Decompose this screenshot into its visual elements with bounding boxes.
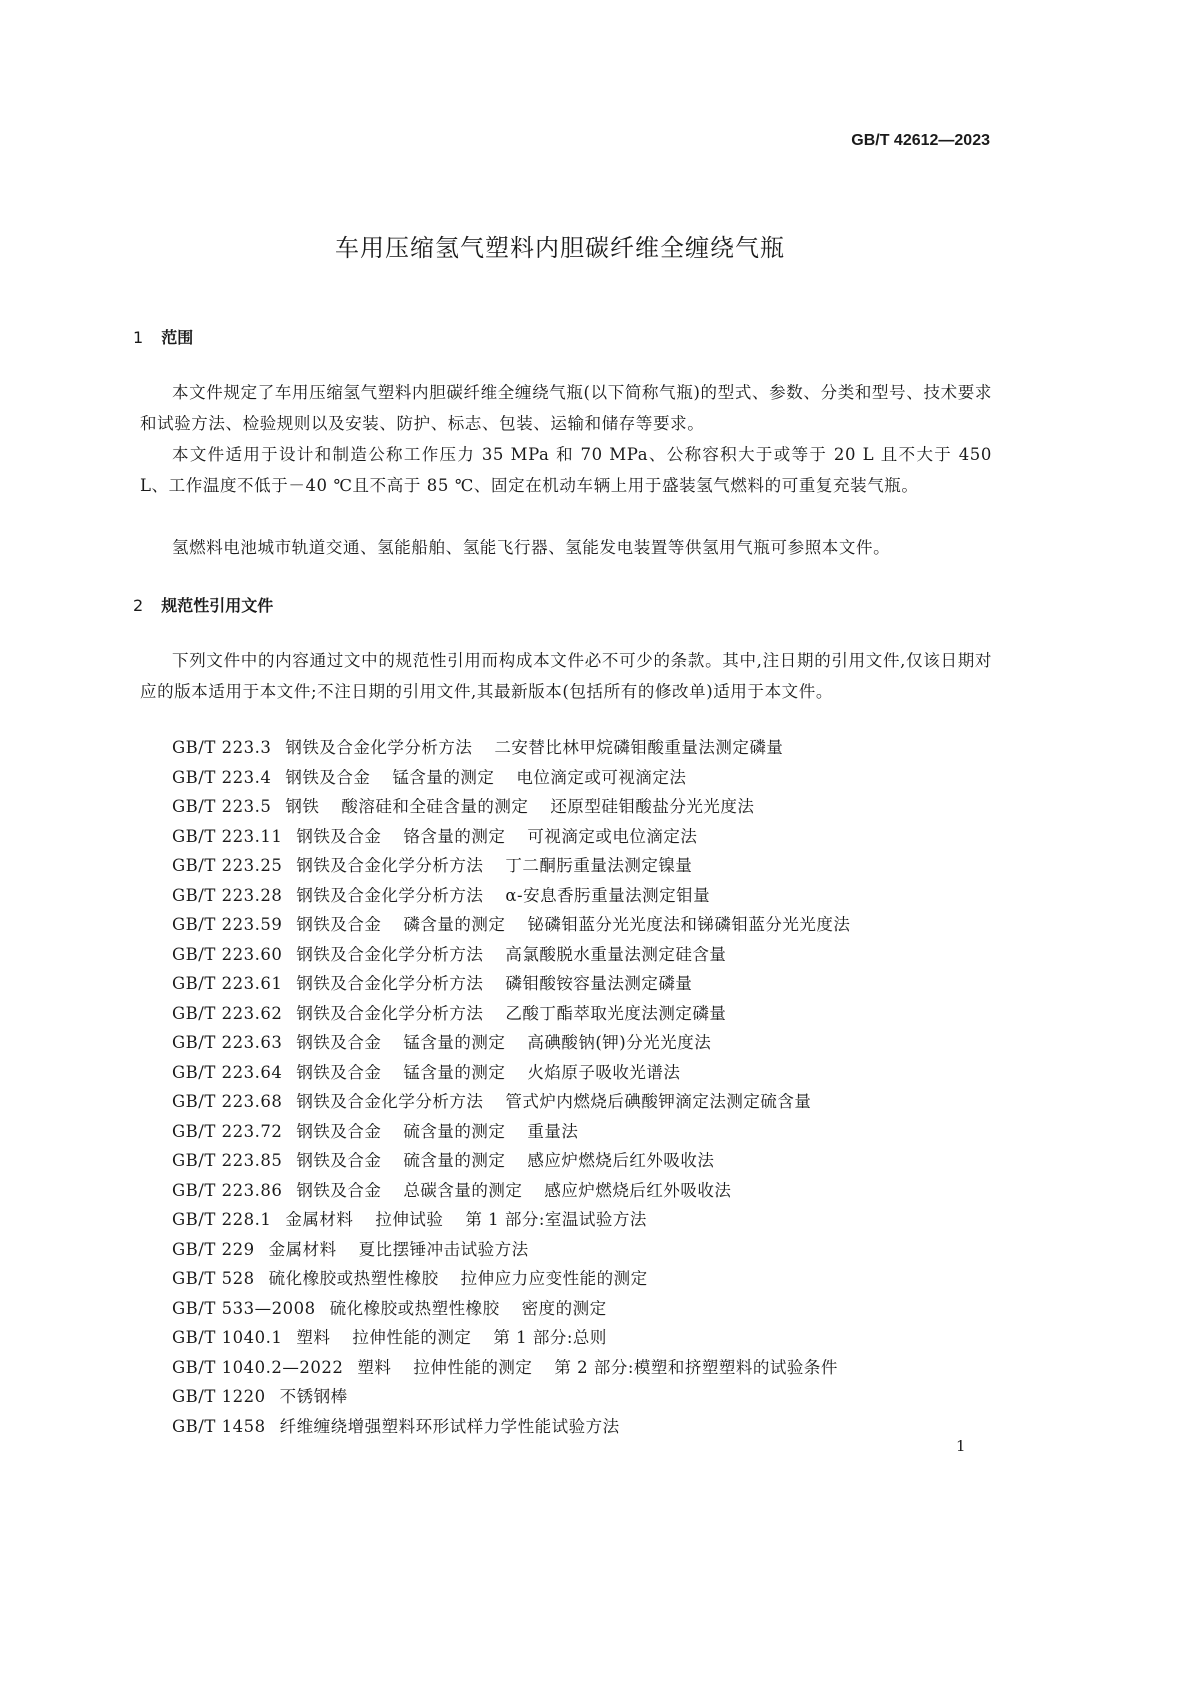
- reference-title-part: 铬含量的测定: [403, 826, 506, 846]
- reference-title-part: 铋磷钼蓝分光光度法和锑磷钼蓝分光光度法: [527, 915, 851, 934]
- reference-title-part: 钢铁及合金化学分析方法: [296, 885, 484, 905]
- section-number: 2: [133, 596, 144, 615]
- reference-title-part: 感应炉燃烧后红外吸收法: [544, 1180, 732, 1200]
- reference-title-part: 钢铁: [285, 797, 320, 816]
- reference-title-part: 磷钼酸铵容量法测定磷量: [505, 974, 693, 993]
- reference-code: GB/T 223.62: [172, 1003, 283, 1023]
- reference-title-part: 丁二酮肟重量法测定镍量: [505, 856, 693, 875]
- reference-item: [172, 910, 872, 940]
- reference-title-part: 拉伸应力应变性能的测定: [460, 1269, 648, 1288]
- reference-list: [172, 733, 872, 1441]
- reference-item: [172, 822, 872, 852]
- reference-title-part: 金属材料: [268, 1239, 337, 1259]
- reference-title-part: 钢铁及合金化学分析方法: [296, 856, 484, 875]
- reference-item: [172, 1058, 872, 1088]
- reference-item: [172, 999, 872, 1029]
- reference-code: GB/T 1040.2—2022: [172, 1357, 344, 1377]
- standard-code-header: GB/T 42612—2023: [851, 132, 990, 149]
- reference-title-part: 乙酸丁酯萃取光度法测定磷量: [505, 1003, 727, 1023]
- reference-code: GB/T 223.86: [172, 1180, 283, 1200]
- reference-title-part: 钢铁及合金: [296, 826, 382, 846]
- reference-title-part: 硫化橡胶或热塑性橡胶: [329, 1298, 500, 1318]
- reference-item: [172, 1353, 872, 1383]
- reference-code: GB/T 223.3: [172, 738, 272, 757]
- reference-title-part: 钢铁及合金: [296, 1180, 382, 1200]
- reference-item: [172, 1323, 872, 1353]
- reference-title-part: 电位滴定或可视滴定法: [516, 767, 687, 787]
- reference-item: [172, 1294, 872, 1324]
- section-heading-scope: [133, 325, 193, 348]
- reference-code: GB/T 228.1: [172, 1210, 272, 1229]
- reference-item: [172, 1146, 872, 1176]
- reference-item: [172, 940, 872, 970]
- reference-title-part: 塑料: [357, 1357, 392, 1377]
- reference-title-part: 金属材料: [285, 1210, 354, 1229]
- reference-title-part: 高碘酸钠(钾)分光光度法: [527, 1033, 712, 1052]
- reference-item: [172, 1264, 872, 1294]
- reference-code: GB/T 1458: [172, 1416, 266, 1436]
- reference-code: GB/T 528: [172, 1269, 255, 1288]
- reference-title-part: 硫含量的测定: [403, 1151, 506, 1170]
- section-title: 规范性引用文件: [161, 596, 274, 615]
- reference-code: GB/T 223.85: [172, 1151, 283, 1170]
- reference-code: GB/T 223.72: [172, 1121, 283, 1141]
- reference-title-part: 钢铁及合金化学分析方法: [296, 974, 484, 993]
- reference-title-part: 钢铁及合金化学分析方法: [296, 1092, 484, 1111]
- reference-title-part: 二安替比林甲烷磷钼酸重量法测定磷量: [494, 738, 784, 757]
- document-title: 车用压缩氢气塑料内胆碳纤维全缠绕气瓶: [335, 234, 785, 262]
- reference-item: [172, 851, 872, 881]
- reference-code: GB/T 223.25: [172, 856, 283, 875]
- reference-title-part: 塑料: [296, 1328, 331, 1347]
- reference-title-part: 高氯酸脱水重量法测定硅含量: [505, 944, 727, 964]
- reference-code: GB/T 1040.1: [172, 1328, 283, 1347]
- reference-title-part: 钢铁及合金: [296, 1151, 382, 1170]
- reference-code: GB/T 223.64: [172, 1062, 283, 1082]
- reference-title-part: 锰含量的测定: [392, 767, 495, 787]
- reference-title-part: 锰含量的测定: [403, 1062, 506, 1082]
- reference-code: GB/T 223.11: [172, 826, 283, 846]
- section-title: 范围: [161, 328, 194, 347]
- reference-title-part: 重量法: [527, 1121, 579, 1141]
- reference-item: [172, 1028, 872, 1058]
- reference-title-part: 不锈钢棒: [279, 1387, 348, 1406]
- reference-code: GB/T 223.68: [172, 1092, 283, 1111]
- reference-title-part: 硫化橡胶或热塑性橡胶: [268, 1269, 439, 1288]
- reference-code: GB/T 223.60: [172, 944, 283, 964]
- reference-title-part: 拉伸性能的测定: [352, 1328, 472, 1347]
- reference-title-part: 拉伸试验: [375, 1210, 444, 1229]
- reference-title-part: 第 1 部分:总则: [493, 1328, 607, 1347]
- scope-paragraph: 本文件规定了车用压缩氢气塑料内胆碳纤维全缠绕气瓶(以下简称气瓶)的型式、参数、分类和型号、技术要求和试验方法、检验规则以及安装、防护、标志、包装、运输和储存等要求。: [140, 383, 992, 433]
- reference-code: GB/T 223.5: [172, 797, 272, 816]
- reference-item: [172, 1176, 872, 1206]
- references-intro-paragraph: 下列文件中的内容通过文中的规范性引用而构成本文件必不可少的条款。其中,注日期的引用文件,仅该日期对应的版本适用于本文件;不注日期的引用文件,其最新版本(包括所有的修改单)适用于本文件。: [140, 651, 992, 701]
- reference-title-part: 酸溶硅和全硅含量的测定: [341, 797, 529, 816]
- reference-code: GB/T 223.61: [172, 974, 283, 993]
- reference-item: [172, 1117, 872, 1147]
- reference-title-part: 夏比摆锤冲击试验方法: [358, 1239, 529, 1259]
- reference-item: [172, 969, 872, 999]
- reference-title-part: 管式炉内燃烧后碘酸钾滴定法测定硫含量: [505, 1092, 812, 1111]
- reference-item: [172, 1382, 872, 1412]
- section-number: 1: [133, 328, 144, 347]
- reference-title-part: 钢铁及合金化学分析方法: [285, 738, 473, 757]
- reference-code: GB/T 223.4: [172, 767, 272, 787]
- reference-code: GB/T 1220: [172, 1387, 266, 1406]
- reference-title-part: α-安息香肟重量法测定钼量: [505, 885, 711, 905]
- reference-title-part: 钢铁及合金: [296, 1033, 382, 1052]
- reference-item: [172, 792, 872, 822]
- reference-title-part: 钢铁及合金化学分析方法: [296, 1003, 484, 1023]
- page-number: 1: [956, 1437, 966, 1455]
- reference-title-part: 总碳含量的测定: [403, 1180, 523, 1200]
- reference-item: [172, 881, 872, 911]
- reference-item: [172, 1412, 872, 1442]
- reference-title-part: 磷含量的测定: [403, 915, 506, 934]
- reference-title-part: 还原型硅钼酸盐分光光度法: [550, 797, 755, 816]
- reference-title-part: 第 1 部分:室温试验方法: [465, 1210, 647, 1229]
- reference-item: [172, 1205, 872, 1235]
- reference-title-part: 钢铁及合金: [296, 915, 382, 934]
- reference-title-part: 钢铁及合金化学分析方法: [296, 944, 484, 964]
- reference-title-part: 可视滴定或电位滴定法: [527, 826, 698, 846]
- reference-title-part: 纤维缠绕增强塑料环形试样力学性能试验方法: [279, 1416, 620, 1436]
- reference-code: GB/T 223.59: [172, 915, 283, 934]
- reference-code: GB/T 229: [172, 1239, 255, 1259]
- reference-title-part: 钢铁及合金: [296, 1062, 382, 1082]
- scope-paragraph: 本文件适用于设计和制造公称工作压力 35 MPa 和 70 MPa、公称容积大于或等于 20 L 且不大于 450 L、工作温度不低于－40 ℃且不高于 85 ℃、固定在机动车辆上用于盛装氢气燃料的可重复充装气瓶。: [140, 445, 992, 495]
- reference-title-part: 火焰原子吸收光谱法: [527, 1062, 681, 1082]
- reference-code: GB/T 223.63: [172, 1033, 283, 1052]
- reference-title-part: 第 2 部分:模塑和挤塑塑料的试验条件: [554, 1357, 838, 1377]
- scope-paragraph: 氢燃料电池城市轨道交通、氢能船舶、氢能飞行器、氢能发电装置等供氢用气瓶可参照本文件。: [172, 538, 891, 557]
- reference-item: [172, 1235, 872, 1265]
- reference-code: GB/T 223.28: [172, 885, 283, 905]
- reference-code: GB/T 533—2008: [172, 1298, 316, 1318]
- reference-title-part: 密度的测定: [521, 1298, 607, 1318]
- reference-item: [172, 763, 872, 793]
- reference-title-part: 锰含量的测定: [403, 1033, 506, 1052]
- reference-title-part: 硫含量的测定: [403, 1121, 506, 1141]
- reference-item: [172, 733, 872, 763]
- reference-title-part: 钢铁及合金: [285, 767, 371, 787]
- section-heading-normative-references: [133, 593, 273, 616]
- reference-title-part: 拉伸性能的测定: [413, 1357, 533, 1377]
- reference-item: [172, 1087, 872, 1117]
- reference-title-part: 钢铁及合金: [296, 1121, 382, 1141]
- reference-title-part: 感应炉燃烧后红外吸收法: [527, 1151, 715, 1170]
